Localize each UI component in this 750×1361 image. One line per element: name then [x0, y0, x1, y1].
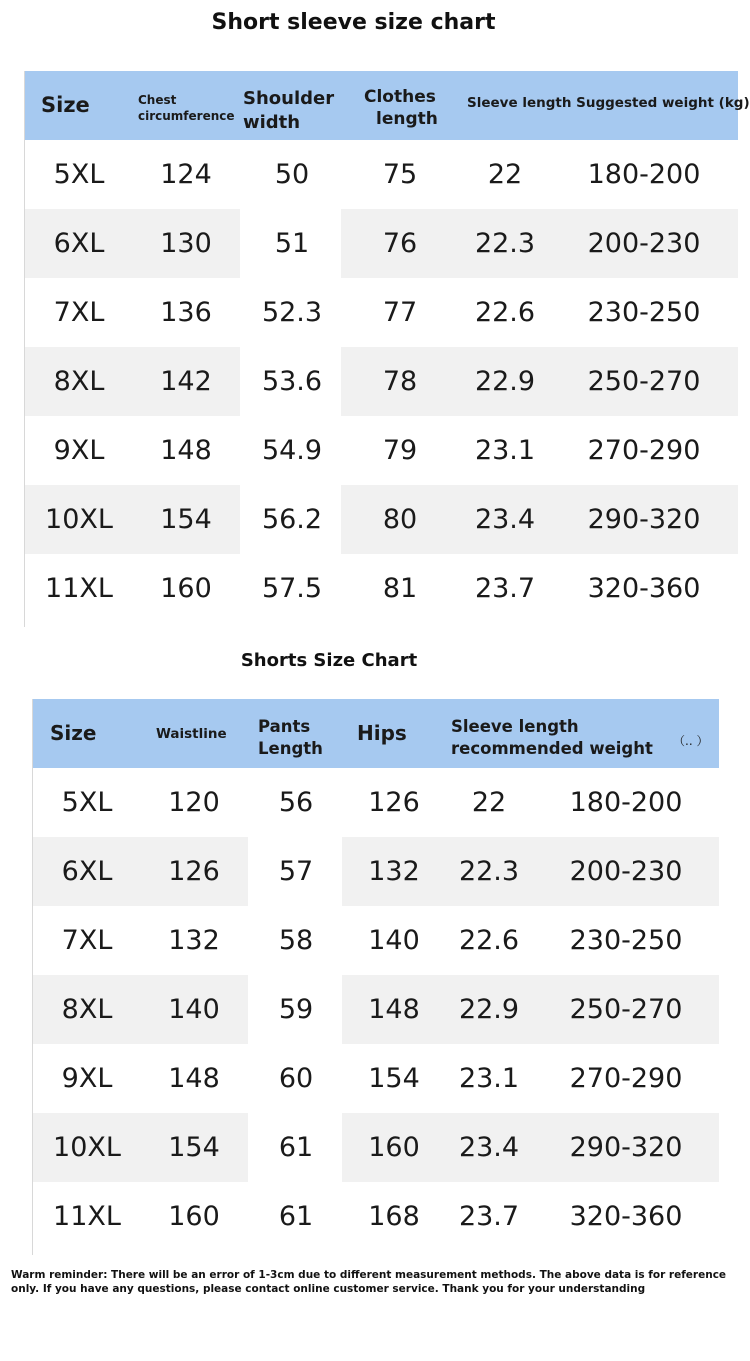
table-cell-col4: 168: [368, 1201, 420, 1232]
table-cell-col4: 81: [382, 573, 418, 604]
header-pants-length: [258, 716, 323, 760]
short-sleeve-title: Short sleeve size chart: [211, 10, 496, 35]
table-cell-col6: 200-230: [569, 856, 683, 887]
table-cell-col5: 23.4: [474, 504, 536, 535]
table-row: [25, 347, 738, 416]
header-sleeve-line1: Sleeve length: [451, 717, 579, 736]
table-row: [33, 1113, 719, 1182]
table-cell-col6: 270-290: [587, 435, 701, 466]
table-cell-col2: 160: [160, 573, 212, 604]
short-sleeve-size-table: [24, 71, 750, 627]
table-cell-col6: 250-270: [569, 994, 683, 1025]
header-clothes-length: [362, 86, 438, 130]
table-cell-size: 5XL: [61, 787, 113, 818]
table-cell-col2: 148: [160, 435, 212, 466]
table-cell-col3: 60: [278, 1063, 314, 1094]
table-cell-col2: 142: [160, 366, 212, 397]
table-cell-col6: 250-270: [587, 366, 701, 397]
table-cell-col6: 200-230: [587, 228, 701, 259]
table-cell-col3: 54.9: [261, 435, 323, 466]
table-cell-col3: 61: [278, 1201, 314, 1232]
table-cell-size: 9XL: [53, 435, 105, 466]
table-cell-col5: 22.3: [458, 856, 520, 887]
table-cell-col6: 270-290: [569, 1063, 683, 1094]
header-waistline: Waistline: [156, 726, 227, 742]
table-cell-col6: 290-320: [587, 504, 701, 535]
header-clothes-line2: length: [376, 109, 438, 129]
table-cell-col5: 23.7: [458, 1201, 520, 1232]
table-cell-col6: 320-360: [569, 1201, 683, 1232]
table-cell-col5: 23.1: [474, 435, 536, 466]
table-cell-col4: 148: [368, 994, 420, 1025]
table-cell-col2: 154: [168, 1132, 220, 1163]
table-row: [25, 485, 738, 554]
table-cell-col4: 160: [368, 1132, 420, 1163]
table-cell-col4: 76: [382, 228, 418, 259]
table-cell-col4: 79: [382, 435, 418, 466]
table-cell-size: 10XL: [53, 1132, 121, 1163]
table-cell-size: 7XL: [61, 925, 113, 956]
table-row: [33, 975, 719, 1044]
header-shoulder-width: [243, 87, 334, 135]
table-cell-col3: 57.5: [261, 573, 323, 604]
table-cell-col3: 59: [278, 994, 314, 1025]
table-cell-col6: 180-200: [587, 159, 701, 190]
table-cell-col5: 22: [487, 159, 523, 190]
table-cell-size: 7XL: [53, 297, 105, 328]
table-cell-col2: 126: [168, 856, 220, 887]
header-chest-line1: Chest: [138, 93, 177, 107]
table-cell-col3: 53.6: [261, 366, 323, 397]
table-cell-col3: 56.2: [261, 504, 323, 535]
table-row: [33, 837, 719, 906]
table-cell-col5: 22.3: [474, 228, 536, 259]
table-cell-col2: 140: [168, 994, 220, 1025]
table-cell-col2: 160: [168, 1201, 220, 1232]
table-cell-col6: 230-250: [569, 925, 683, 956]
header-shoulder-line2: width: [243, 112, 301, 133]
table-cell-col5: 23.1: [458, 1063, 520, 1094]
table-cell-col5: 23.4: [458, 1132, 520, 1163]
table-cell-col4: 78: [382, 366, 418, 397]
table-cell-col4: 132: [368, 856, 420, 887]
table-row: [33, 1182, 719, 1251]
table-cell-col3: 52.3: [261, 297, 323, 328]
table-row: [33, 1044, 719, 1113]
table-cell-col2: 136: [160, 297, 212, 328]
header-sleeve-line2: recommended weight: [451, 739, 653, 758]
header-size: Size: [50, 721, 97, 745]
table-cell-size: 9XL: [61, 1063, 113, 1094]
table-cell-col5: 22.6: [474, 297, 536, 328]
table-cell-col3: 56: [278, 787, 314, 818]
table-cell-col5: 22.6: [458, 925, 520, 956]
table-cell-col2: 120: [168, 787, 220, 818]
table-cell-size: 6XL: [53, 228, 105, 259]
header-unit: （.. ）: [673, 734, 709, 748]
table-cell-col4: 140: [368, 925, 420, 956]
header-sleeve-length-recommended-weight: [451, 716, 653, 760]
table-cell-col2: 132: [168, 925, 220, 956]
table-cell-col5: 22.9: [458, 994, 520, 1025]
header-size: Size: [41, 93, 90, 117]
table-cell-col5: 23.7: [474, 573, 536, 604]
table-cell-col2: 130: [160, 228, 212, 259]
table-header: [33, 699, 719, 768]
table-cell-col5: 22.9: [474, 366, 536, 397]
header-pants-line2: Length: [258, 739, 323, 758]
header-sleeve-length-suggested-weight: Sleeve length Suggested weight (kg): [467, 95, 750, 111]
table-row: [33, 768, 719, 837]
table-cell-col4: 154: [368, 1063, 420, 1094]
table-row: [25, 554, 738, 623]
table-cell-size: 10XL: [45, 504, 113, 535]
table-cell-col5: 22: [471, 787, 507, 818]
header-hips: Hips: [357, 721, 407, 745]
table-cell-col6: 290-320: [569, 1132, 683, 1163]
table-row: [25, 416, 738, 485]
shorts-size-table: [32, 699, 719, 1255]
table-cell-col6: 180-200: [569, 787, 683, 818]
table-cell-col4: 80: [382, 504, 418, 535]
table-cell-col3: 50: [274, 159, 310, 190]
table-cell-size: 11XL: [45, 573, 113, 604]
header-chest-circumference: [138, 92, 235, 124]
table-cell-col3: 58: [278, 925, 314, 956]
table-cell-col6: 320-360: [587, 573, 701, 604]
table-cell-col2: 124: [160, 159, 212, 190]
table-cell-size: 11XL: [53, 1201, 121, 1232]
table-cell-col4: 126: [368, 787, 420, 818]
header-clothes-line1: Clothes: [363, 87, 436, 107]
header-chest-line2: circumference: [138, 109, 235, 123]
header-pants-line1: Pants: [258, 717, 311, 736]
table-cell-col4: 77: [382, 297, 418, 328]
table-cell-col6: 230-250: [587, 297, 701, 328]
table-cell-col3: 57: [278, 856, 314, 887]
table-cell-size: 8XL: [61, 994, 113, 1025]
shorts-title: Shorts Size Chart: [240, 650, 418, 671]
table-cell-size: 8XL: [53, 366, 105, 397]
table-cell-size: 6XL: [61, 856, 113, 887]
warm-reminder-note: Warm reminder: There will be an error of 1-3cm due to different measurement methods. The above data is for reference only. If you have any questions, please contact online customer service. Thank you for your understanding: [11, 1269, 727, 1295]
table-cell-col3: 51: [274, 228, 310, 259]
table-cell-col3: 61: [278, 1132, 314, 1163]
table-row: [25, 209, 738, 278]
table-row: [25, 140, 738, 209]
table-cell-col2: 154: [160, 504, 212, 535]
table-cell-col2: 148: [168, 1063, 220, 1094]
header-shoulder-line1: Shoulder: [243, 88, 335, 109]
table-row: [25, 278, 738, 347]
table-header: [25, 71, 750, 140]
table-row: [33, 906, 719, 975]
table-cell-col4: 75: [382, 159, 418, 190]
table-cell-size: 5XL: [53, 159, 105, 190]
